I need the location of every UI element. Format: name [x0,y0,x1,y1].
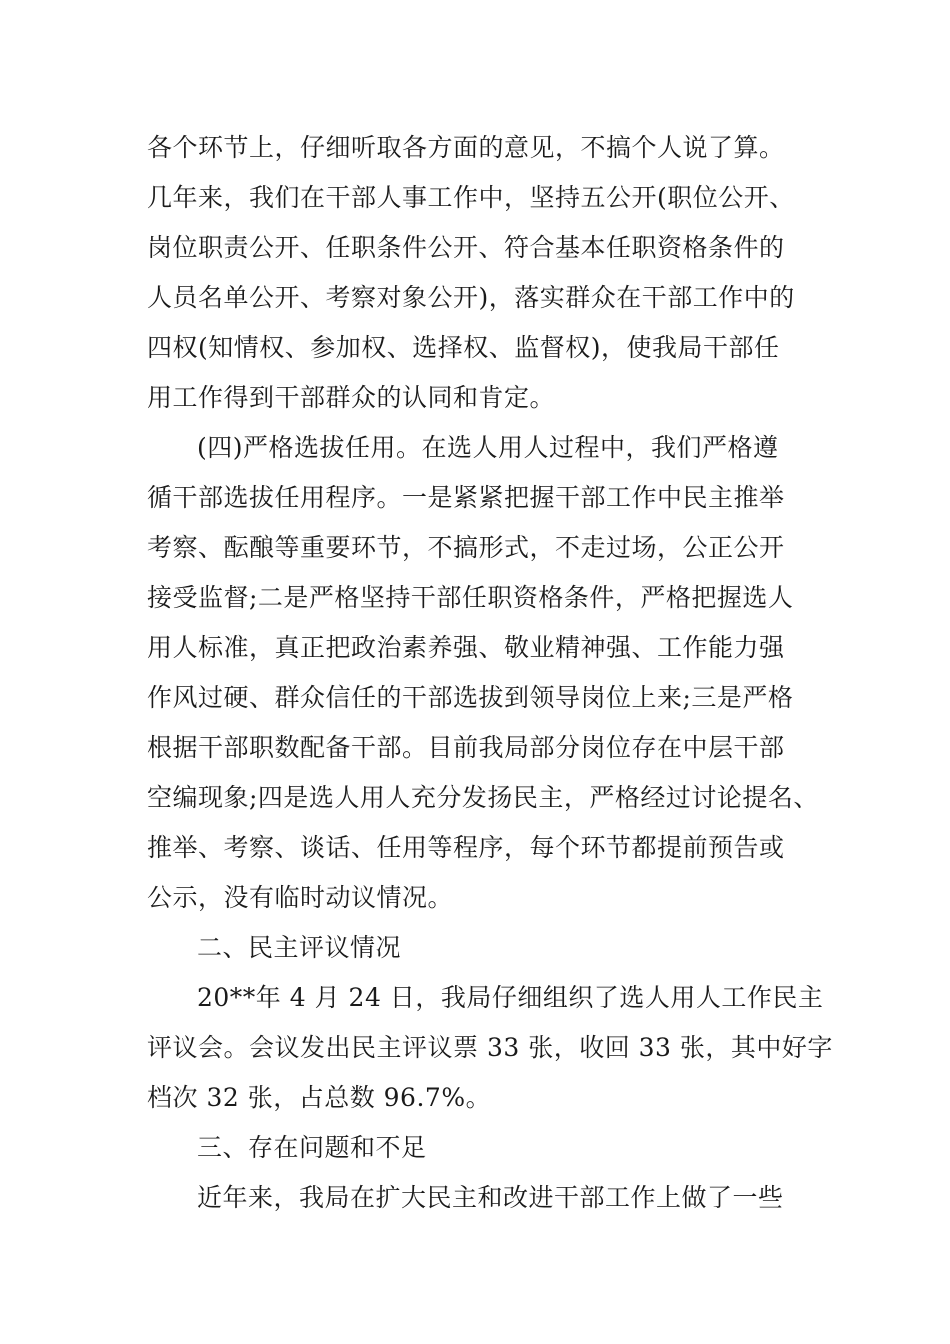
text-line: 接受监督;二是严格坚持干部任职资格条件，严格把握选人 [147,583,794,612]
text-line: 考察、酝酿等重要环节，不搞形式，不走过场，公正公开 [147,533,785,562]
section-heading-2: 二、民主评议情况 [197,933,402,962]
text-line: 岗位职责公开、任职条件公开、符合基本任职资格条件的 [147,233,785,262]
text-line: 用工作得到干部群众的认同和肯定。 [147,383,556,412]
text-line: 空编现象;四是选人用人充分发扬民主，严格经过讨论提名、 [147,783,819,812]
text-line: 20**年 4 月 24 日，我局仔细组织了选人用人工作民主 [197,983,824,1012]
text-line: 人员名单公开、考察对象公开)，落实群众在干部工作中的 [147,283,795,312]
section-heading-3: 三、存在问题和不足 [197,1133,427,1162]
text-line: 四权(知情权、参加权、选择权、监督权)，使我局干部任 [147,333,780,362]
text-line: 近年来，我局在扩大民主和改进干部工作上做了一些 [197,1183,784,1212]
text-line: 各个环节上，仔细听取各方面的意见，不搞个人说了算。 [147,133,785,162]
text-line: 用人标准，真正把政治素养强、敬业精神强、工作能力强 [147,633,785,662]
text-line: 循干部选拔任用程序。一是紧紧把握干部工作中民主推举 [147,483,785,512]
text-line: 几年来，我们在干部人事工作中，坚持五公开(职位公开、 [147,183,795,212]
section-heading-4: (四)严格选拔任用。在选人用人过程中，我们严格遵 [197,433,779,462]
text-line: 推举、考察、谈话、任用等程序，每个环节都提前预告或 [147,833,785,862]
text-line: 根据干部职数配备干部。目前我局部分岗位存在中层干部 [147,733,785,762]
text-line: 公示，没有临时动议情况。 [147,883,454,912]
text-line: 档次 32 张，占总数 96.7%。 [147,1083,492,1112]
text-line: 作风过硬、群众信任的干部选拔到领导岗位上来;三是严格 [147,683,794,712]
text-line: 评议会。会议发出民主评议票 33 张，收回 33 张，其中好字 [147,1033,833,1062]
